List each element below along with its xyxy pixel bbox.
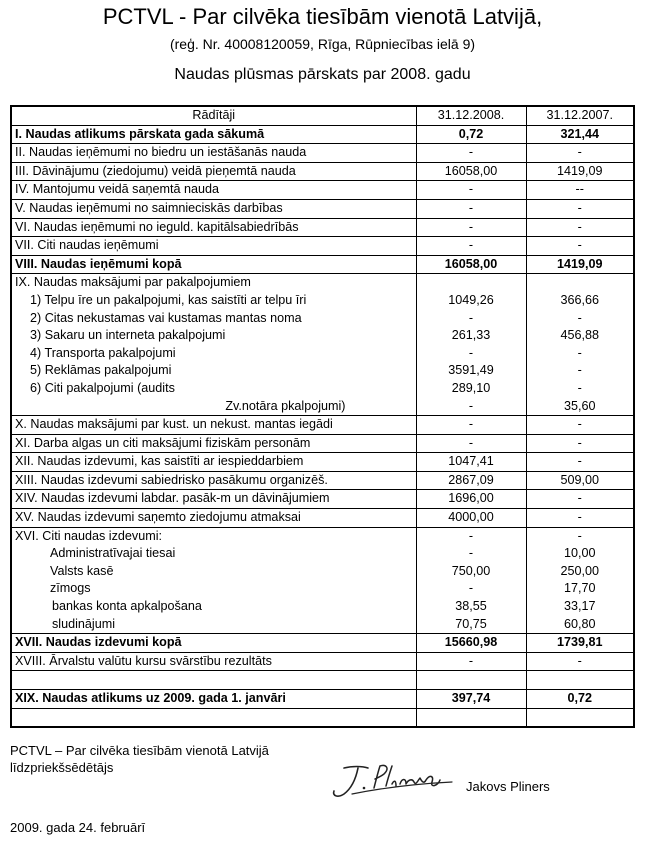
value-2008: -	[416, 199, 526, 218]
table-row-spacer	[11, 708, 634, 727]
footer-role: līdzpriekšsēdētājs	[10, 760, 114, 775]
table-row	[11, 527, 634, 545]
empty-cell	[11, 708, 416, 727]
table-row	[11, 218, 634, 237]
value-2007: 35,60	[526, 398, 634, 416]
row-label: Valsts kasē	[11, 563, 416, 581]
value-2008: 3591,49	[416, 362, 526, 380]
value-2007: -	[526, 380, 634, 398]
table-row	[11, 144, 634, 163]
organization-title: PCTVL - Par cilvēka tiesībām vienotā Latvijā,	[102, 4, 543, 29]
table-row	[11, 274, 634, 292]
row-label: V. Naudas ieņēmumi no saimnieciskās darbības	[11, 199, 416, 218]
value-2008: -	[416, 416, 526, 435]
row-label: XII. Naudas izdevumi, kas saistīti ar iespieddarbiem	[11, 453, 416, 472]
table-row	[11, 616, 634, 634]
table-row	[11, 471, 634, 490]
table-row	[11, 434, 634, 453]
value-2007: 250,00	[526, 563, 634, 581]
value-2007	[526, 274, 634, 292]
row-label: XVII. Naudas izdevumi kopā	[11, 634, 416, 653]
row-label: II. Naudas ieņēmumi no biedru un iestāšanās nauda	[11, 144, 416, 163]
value-2007: 366,66	[526, 292, 634, 310]
value-2007: 0,72	[526, 690, 634, 709]
row-label: XVI. Citi naudas izdevumi:	[11, 527, 416, 545]
row-label: IV. Mantojumu veidā saņemtā nauda	[11, 181, 416, 200]
value-2008: 16058,00	[416, 162, 526, 181]
row-label: Zv.notāra pkalpojumi)	[11, 398, 416, 416]
empty-cell	[526, 671, 634, 690]
row-label: VII. Citi naudas ieņēmumi	[11, 237, 416, 256]
value-2008: 397,74	[416, 690, 526, 709]
value-2008: 0,72	[416, 125, 526, 144]
table-row	[11, 652, 634, 671]
row-label: 3) Sakaru un interneta pakalpojumi	[11, 327, 416, 345]
value-2008: 1696,00	[416, 490, 526, 509]
row-label: III. Dāvinājumu (ziedojumu) veidā pieņemtā nauda	[11, 162, 416, 181]
value-2007: --	[526, 181, 634, 200]
empty-cell	[416, 708, 526, 727]
row-label: bankas konta apkalpošana	[11, 598, 416, 616]
table-row	[11, 490, 634, 509]
footer-organization: PCTVL – Par cilvēka tiesībām vienotā Latvijā	[10, 743, 269, 758]
handwritten-signature	[322, 758, 462, 804]
table-row	[11, 398, 634, 416]
value-2007: 17,70	[526, 580, 634, 598]
value-2007: 456,88	[526, 327, 634, 345]
value-2007: -	[526, 237, 634, 256]
row-label: 4) Transporta pakalpojumi	[11, 345, 416, 363]
table-row	[11, 509, 634, 528]
value-2007: -	[526, 362, 634, 380]
row-label: sludinājumi	[11, 616, 416, 634]
value-2008: -	[416, 434, 526, 453]
value-2008: 16058,00	[416, 255, 526, 274]
row-label: XI. Darba algas un citi maksājumi fiziskām personām	[11, 434, 416, 453]
table-row	[11, 545, 634, 563]
value-2007: -	[526, 453, 634, 472]
row-label: X. Naudas maksājumi par kust. un nekust. mantas iegādi	[11, 416, 416, 435]
table-row	[11, 690, 634, 709]
table-row	[11, 162, 634, 181]
value-2007: -	[526, 652, 634, 671]
value-2008: 38,55	[416, 598, 526, 616]
value-2007: 33,17	[526, 598, 634, 616]
table-row	[11, 598, 634, 616]
row-label: XIII. Naudas izdevumi sabiedrisko pasākumu organizēš.	[11, 471, 416, 490]
value-2008: 15660,98	[416, 634, 526, 653]
table-row-spacer	[11, 671, 634, 690]
table-row	[11, 453, 634, 472]
row-label: 2) Citas nekustamas vai kustamas mantas noma	[11, 310, 416, 328]
value-2007: 321,44	[526, 125, 634, 144]
value-2008: -	[416, 237, 526, 256]
value-2008: -	[416, 310, 526, 328]
table-row	[11, 255, 634, 274]
table-row	[11, 345, 634, 363]
table-row	[11, 181, 634, 200]
registration-info: (reģ. Nr. 40008120059, Rīga, Rūpniecības ielā 9)	[169, 36, 476, 52]
row-label: 6) Citi pakalpojumi (audits	[11, 380, 416, 398]
table-row	[11, 563, 634, 581]
value-2007: -	[526, 310, 634, 328]
row-label: XIV. Naudas izdevumi labdar. pasāk-m un dāvinājumiem	[11, 490, 416, 509]
signer-name: Jakovs Pliners	[466, 779, 550, 794]
value-2007: 10,00	[526, 545, 634, 563]
value-2008: -	[416, 580, 526, 598]
value-2008: 70,75	[416, 616, 526, 634]
value-2007: -	[526, 416, 634, 435]
row-label: Administratīvajai tiesai	[11, 545, 416, 563]
value-2008: -	[416, 545, 526, 563]
row-label: XV. Naudas izdevumi saņemto ziedojumu atmaksai	[11, 509, 416, 528]
row-label: XVIII. Ārvalstu valūtu kursu svārstību rezultāts	[11, 652, 416, 671]
value-2008: 261,33	[416, 327, 526, 345]
value-2008: 4000,00	[416, 509, 526, 528]
value-2008: 1047,41	[416, 453, 526, 472]
value-2007: 1419,09	[526, 162, 634, 181]
value-2007: -	[526, 199, 634, 218]
value-2008: 289,10	[416, 380, 526, 398]
table-row	[11, 327, 634, 345]
table-row	[11, 634, 634, 653]
value-2008: -	[416, 345, 526, 363]
table-row	[11, 199, 634, 218]
value-2008: 2867,09	[416, 471, 526, 490]
table-row	[11, 416, 634, 435]
value-2007: 1739,81	[526, 634, 634, 653]
value-2007: 60,80	[526, 616, 634, 634]
value-2008: 1049,26	[416, 292, 526, 310]
table-row	[11, 580, 634, 598]
row-label: I. Naudas atlikums pārskata gada sākumā	[11, 125, 416, 144]
table-row	[11, 380, 634, 398]
column-header-2008: 31.12.2008.	[416, 106, 526, 125]
value-2007: -	[526, 144, 634, 163]
table-row	[11, 362, 634, 380]
column-header-2007: 31.12.2007.	[526, 106, 634, 125]
value-2007: -	[526, 509, 634, 528]
table-row	[11, 310, 634, 328]
row-label: IX. Naudas maksājumi par pakalpojumiem	[11, 274, 416, 292]
row-label: XIX. Naudas atlikums uz 2009. gada 1. janvāri	[11, 690, 416, 709]
footer-signatory-block	[10, 742, 269, 776]
value-2007: -	[526, 218, 634, 237]
value-2008: -	[416, 218, 526, 237]
value-2007: 509,00	[526, 471, 634, 490]
value-2008: -	[416, 144, 526, 163]
table-header-row	[11, 106, 634, 125]
value-2008: 750,00	[416, 563, 526, 581]
row-label: 1) Telpu īre un pakalpojumi, kas saistīti ar telpu īri	[11, 292, 416, 310]
value-2008: -	[416, 527, 526, 545]
value-2007: -	[526, 434, 634, 453]
value-2007: -	[526, 490, 634, 509]
value-2007: -	[526, 527, 634, 545]
table-row	[11, 237, 634, 256]
cash-flow-table	[10, 105, 635, 728]
row-label: zīmogs	[11, 580, 416, 598]
document-date: 2009. gada 24. februārī	[10, 820, 146, 835]
row-label: VIII. Naudas ieņēmumi kopā	[11, 255, 416, 274]
value-2008: -	[416, 652, 526, 671]
empty-cell	[11, 671, 416, 690]
value-2008: -	[416, 398, 526, 416]
table-row	[11, 292, 634, 310]
value-2008: -	[416, 181, 526, 200]
empty-cell	[526, 708, 634, 727]
column-header-indicators: Rādītāji	[11, 106, 416, 125]
value-2007: 1419,09	[526, 255, 634, 274]
row-label: VI. Naudas ieņēmumi no ieguld. kapitālsabiedrībās	[11, 218, 416, 237]
report-title: Naudas plūsmas pārskats par 2008. gadu	[174, 66, 471, 83]
table-row	[11, 125, 634, 144]
value-2008	[416, 274, 526, 292]
empty-cell	[416, 671, 526, 690]
row-label: 5) Reklāmas pakalpojumi	[11, 362, 416, 380]
value-2007: -	[526, 345, 634, 363]
